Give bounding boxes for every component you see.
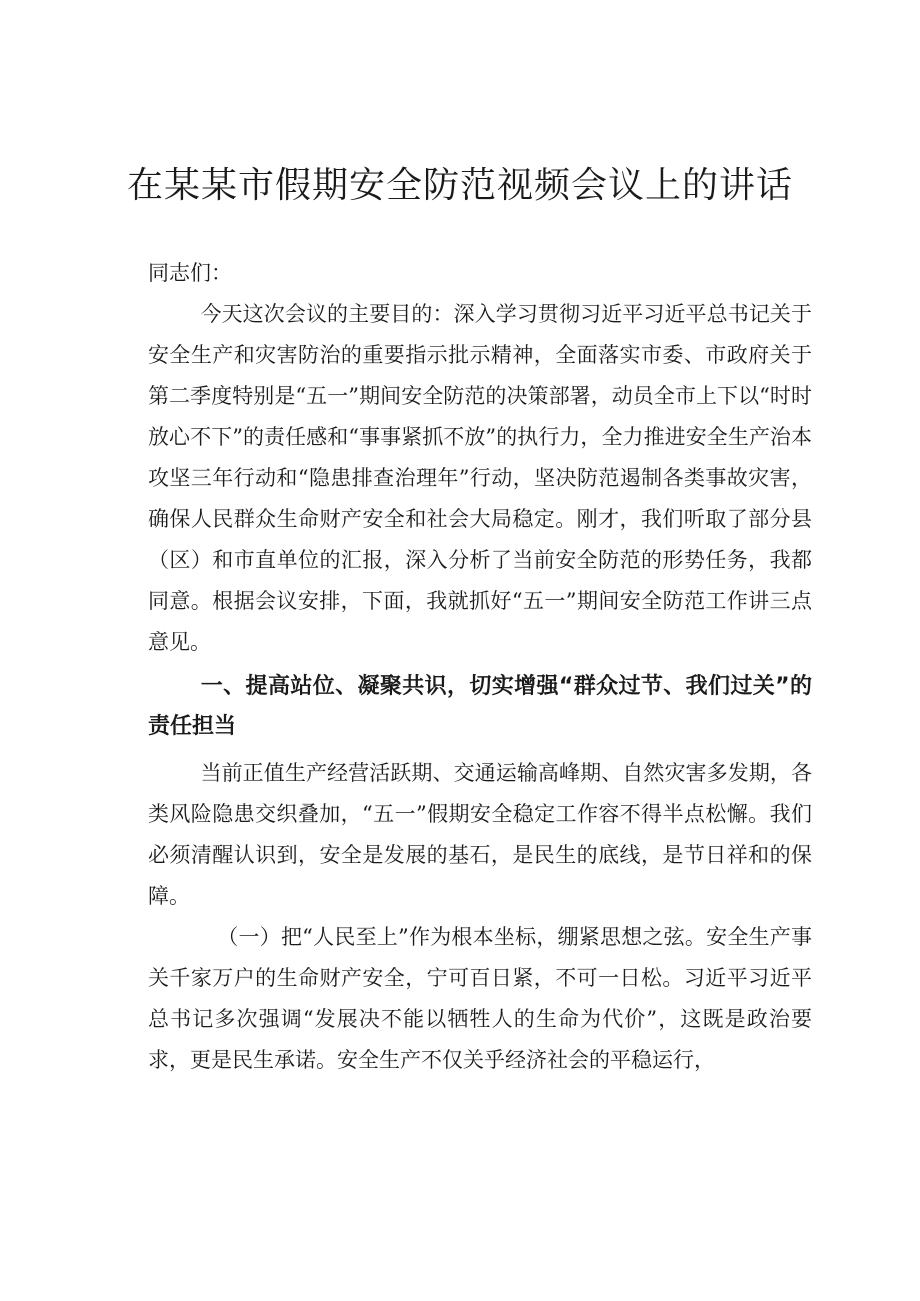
section-1-paragraph: 当前正值生产经营活跃期、交通运输高峰期、自然灾害多发期，各类风险隐患交织叠加，“五一”假期安全稳定工作容不得半点松懈。我们必须清醒认识到，安全是发展的基石，是民生的底线，是节日祥和的保障。 (148, 761, 812, 908)
subsection-1-paragraph: （一）把“人民至上”作为根本坐标，绷紧思想之弦。安全生产事关千家万户的生命财产安全，宁可百日紧，不可一日松。习近平习近平总书记多次强调“发展决不能以牺牲人的生命为代价”，这既是政治要求，更是民生承诺。安全生产不仅关乎经济社会的平稳运行， (148, 925, 812, 1072)
document-body (148, 253, 812, 1081)
salutation: 同志们： (148, 261, 232, 285)
opening-paragraph: 今天这次会议的主要目的：深入学习贯彻习近平习近平总书记关于安全生产和灾害防治的重要指示批示精神，全面落实市委、市政府关于第二季度特别是“五一”期间安全防范的决策部署，动员全市上下以“时时放心不下”的责任感和“事事紧抓不放”的执行力，全力推进安全生产治本攻坚三年行动和“隐患排查治理年”行动，坚决防范遏制各类事故灾害，确保人民群众生命财产安全和社会大局稳定。刚才，我们听取了部分县（区）和市直单位的汇报，深入分析了当前安全防范的形势任务，我都同意。根据会议安排，下面，我就抓好“五一”期间安全防范工作讲三点意见。 (148, 302, 812, 654)
document-title: 在某某市假期安全防范视频会议上的讲话 (126, 165, 793, 206)
section-heading-1: 一、提高站位、凝聚共识，切实增强“群众过节、我们过关”的责任担当 (148, 674, 812, 739)
